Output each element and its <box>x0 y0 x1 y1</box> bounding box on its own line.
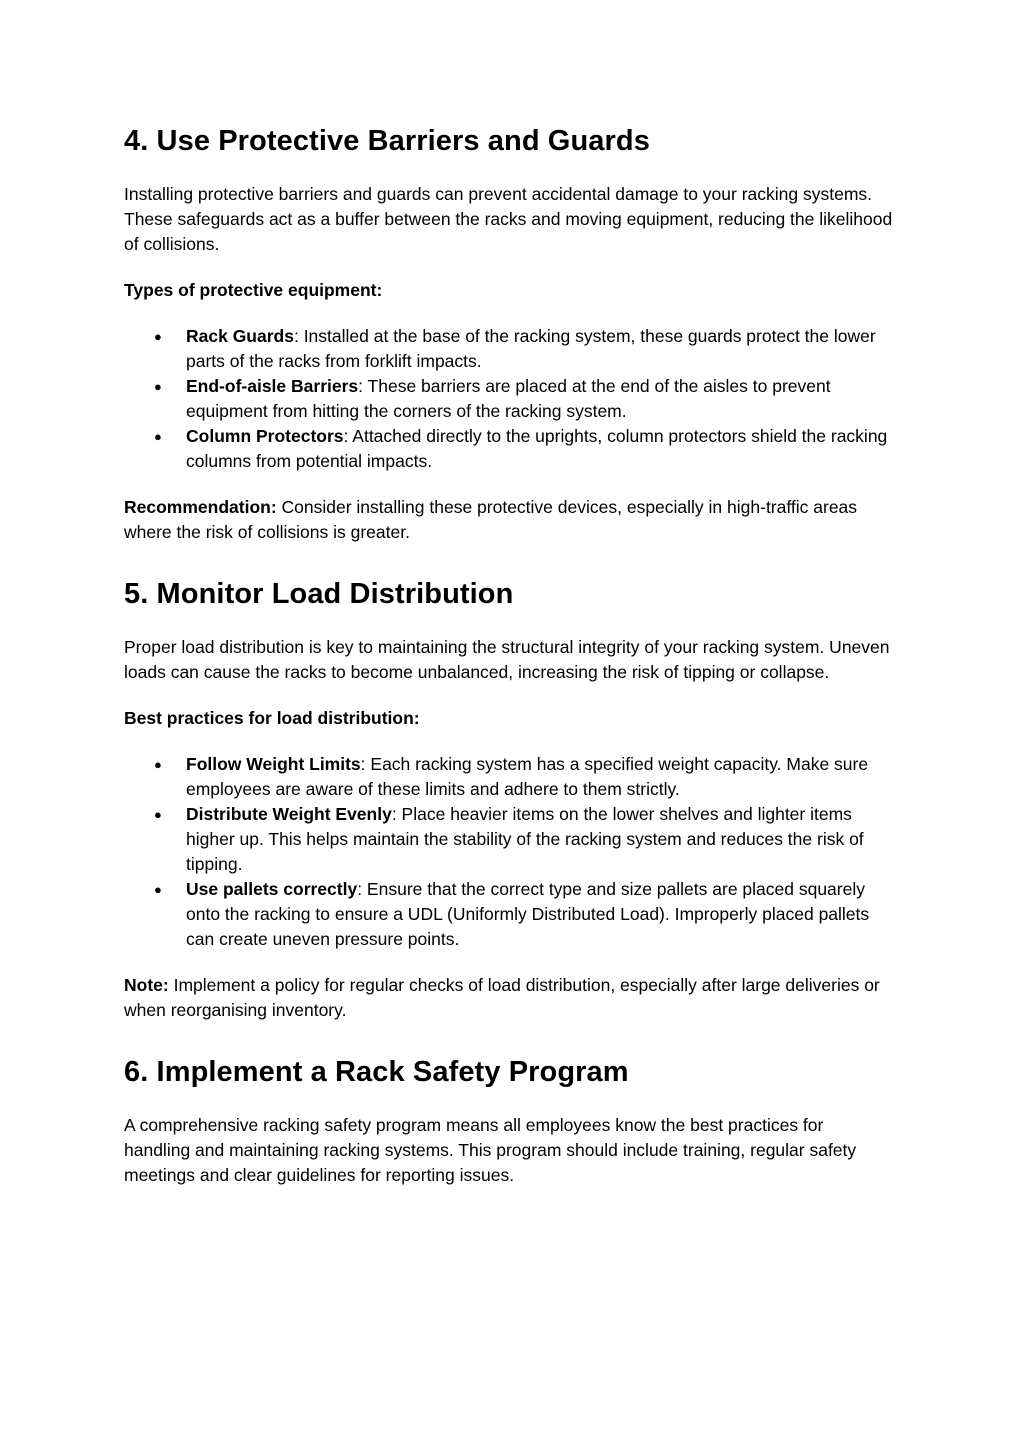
bullet-icon: ● <box>154 429 162 444</box>
section-rack-safety-program <box>124 1053 894 1188</box>
section-heading: 6. Implement a Rack Safety Program <box>124 1056 629 1088</box>
list-item-term: Follow Weight Limits <box>186 754 361 774</box>
list-item-text: : Attached directly to the uprights, column protectors shield the racking columns from potential impacts. <box>186 426 888 471</box>
bullet-icon: ● <box>154 807 162 822</box>
section-load-distribution <box>124 575 894 1023</box>
list-item <box>124 877 894 952</box>
list-item-term: Column Protectors <box>186 426 344 446</box>
list-label: Best practices for load distribution: <box>124 708 420 728</box>
list-item <box>124 374 894 424</box>
section-intro: Installing protective barriers and guards can prevent accidental damage to your racking systems. These safeguards act as a buffer between the racks and moving equipment, reducing the likelihood of collisions. <box>124 184 893 254</box>
list-item <box>124 424 894 474</box>
bullet-list <box>124 752 894 952</box>
list-item <box>124 802 894 877</box>
bullet-icon: ● <box>154 757 162 772</box>
bullet-icon: ● <box>154 379 162 394</box>
note-label: Note: <box>124 975 169 995</box>
section-heading: 4. Use Protective Barriers and Guards <box>124 125 650 157</box>
list-item-text: : Place heavier items on the lower shelves and lighter items higher up. This helps maintain the stability of the racking system and reduces the risk of tipping. <box>186 804 864 874</box>
note-label: Recommendation: <box>124 497 277 517</box>
list-item-term: End-of-aisle Barriers <box>186 376 359 396</box>
bullet-icon: ● <box>154 329 162 344</box>
note-text: Implement a policy for regular checks of load distribution, especially after large deliveries or when reorganising inventory. <box>124 975 880 1020</box>
list-item-term: Rack Guards <box>186 326 294 346</box>
section-note <box>124 495 894 545</box>
document-page <box>124 122 894 1209</box>
section-intro: Proper load distribution is key to maintaining the structural integrity of your racking system. Uneven loads can cause the racks to become unbalanced, increasing the risk of tipping or collapse. <box>124 637 890 682</box>
note-text: Consider installing these protective devices, especially in high-traffic areas where the risk of collisions is greater. <box>124 497 858 542</box>
list-item-term: Use pallets correctly <box>186 879 358 899</box>
list-item-text: : Installed at the base of the racking system, these guards protect the lower parts of the racks from forklift impacts. <box>186 326 876 371</box>
list-item-text: : Each racking system has a specified weight capacity. Make sure employees are aware of these limits and adhere to them strictly. <box>186 754 869 799</box>
list-item-term: Distribute Weight Evenly <box>186 804 392 824</box>
section-note <box>124 973 894 1023</box>
list-label: Types of protective equipment: <box>124 280 383 300</box>
list-item-text: : Ensure that the correct type and size pallets are placed squarely onto the racking to ensure a UDL (Uniformly Distributed Load). Improperly placed pallets can create uneven pressure points. <box>186 879 870 949</box>
list-item <box>124 324 894 374</box>
bullet-list <box>124 324 894 474</box>
section-intro: A comprehensive racking safety program means all employees know the best practices for handling and maintaining racking systems. This program should include training, regular safety meetings and clear guidelines for reporting issues. <box>124 1115 857 1185</box>
list-item <box>124 752 894 802</box>
list-item-text: : These barriers are placed at the end of the aisles to prevent equipment from hitting the corners of the racking system. <box>186 376 831 421</box>
section-protective-barriers <box>124 122 894 545</box>
section-heading: 5. Monitor Load Distribution <box>124 578 514 610</box>
bullet-icon: ● <box>154 882 162 897</box>
